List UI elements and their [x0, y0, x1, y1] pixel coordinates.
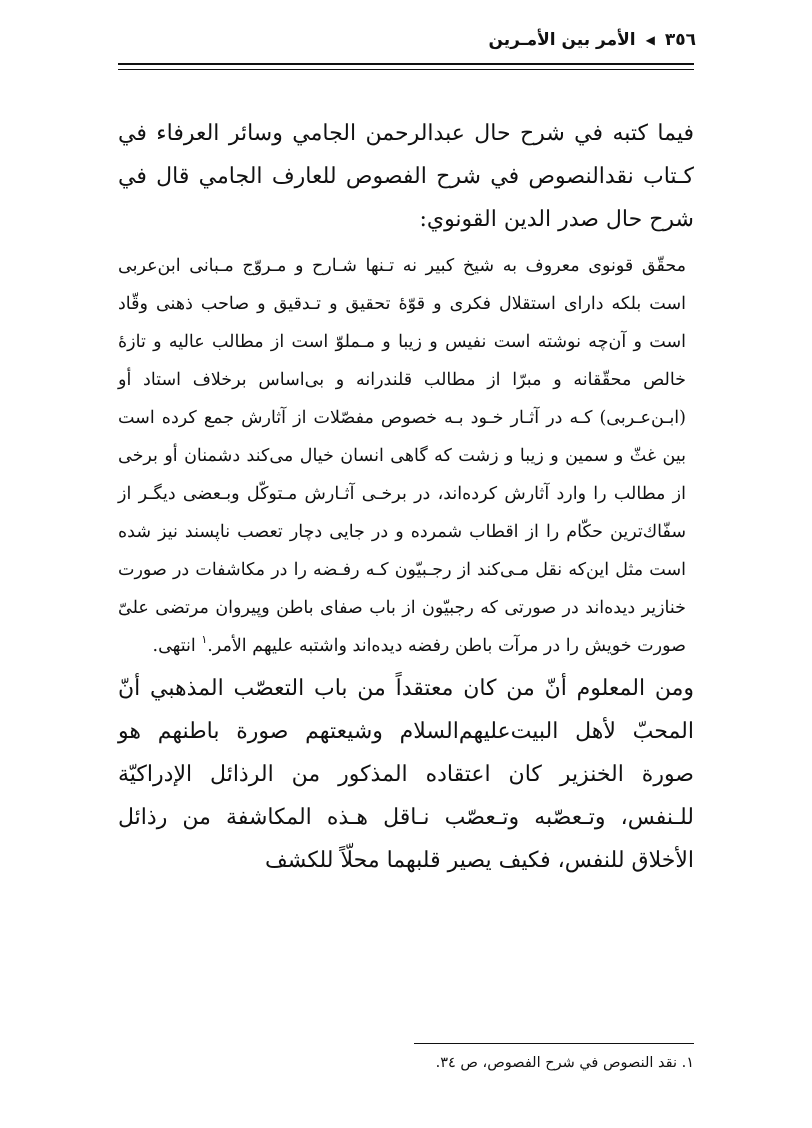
footnote-marker: ١ [201, 633, 208, 646]
footnote-separator [414, 1043, 694, 1044]
page-body [118, 112, 694, 882]
header-arrow-icon: ◀ [645, 33, 655, 47]
closing-paragraph: ومن المعلوم أنّ من كان معتقداً من باب التعصّب المذهبي أنّ المحبّ لأهل البيت‌عليهم‌السلام وشيعتهم صورة باطنهم هو صورة الخنزير كان اعتقاده المذكور من الرذائل الإدراكيّة للـنفس، وتـعصّبه وتـعصّب نـاقل هـذه المكاشفة من رذائل الأخلاق للنفس، فكيف يصير قلبهما محلّاً للكشف [118, 676, 694, 873]
running-title: الأمر بين الأمـرين [488, 30, 636, 50]
quotation-text: محقّق قونوى معروف به شيخ كبير نه تـنها شـارح و مـروّج مـبانى ابن‌عربى است بلكه داراى استقلال فكرى و قوّهٔ تحقيق و تـدقيق و صاحب ذهنى وقّاد است و آن‌چه نوشته است نفيس و زيبا و مـملوّ است از مطالب عاليه و تازهٔ خالص محقّقانه و مبرّا از مطالب قلندرانه و بى‌اساس برخلاف استاد أو (ابـن‌عـربى) كـه در آثـار خـود بـه خصوص مفصّلات از آثارش جمع كرده است بين غثّ و سمين و زيبا و زشت كه گاهى انسان خيال مى‌كند دشمنان أو برخى از مطالب را وارد آثارش كرده‌اند، در برخـى آثـارش مـتوكّل وبـعضى ديگـر از سفّاك‌ترين حكّام را از اقطاب شمرده و در جايى دچار تعصب ناپسند نيز شده است مثل اين‌كه نقل مـى‌كند از رجـبيّون كـه رفـضه را در مكاشفات در صورت خنازير ديده‌اند در صورتى كه رجبيّون از باب صفاى باطن وپيروان مرتضى علىّ صورت خويش را در مرآت باطن رفضه ديده‌اند واشتبه عليهم الأمر. [118, 256, 686, 656]
quotation-end: انتهى. [152, 636, 202, 656]
header-rule-thick [118, 63, 694, 65]
page-number: ٣٥٦ [664, 30, 696, 50]
running-header [116, 30, 696, 50]
header-rule-thin [118, 69, 694, 70]
intro-paragraph: فيما كتبه في شرح حال عبدالرحمن الجامي وسائر العرفاء في كـتاب نقدالنصوص في شرح الفصوص للعارف الجامي قال في شرح حال صدر الدين القونوي: [118, 121, 694, 232]
footnote: ١. نقد النصوص في شرح الفصوص، ص ٣٤. [435, 1055, 694, 1071]
persian-quotation [118, 247, 686, 665]
